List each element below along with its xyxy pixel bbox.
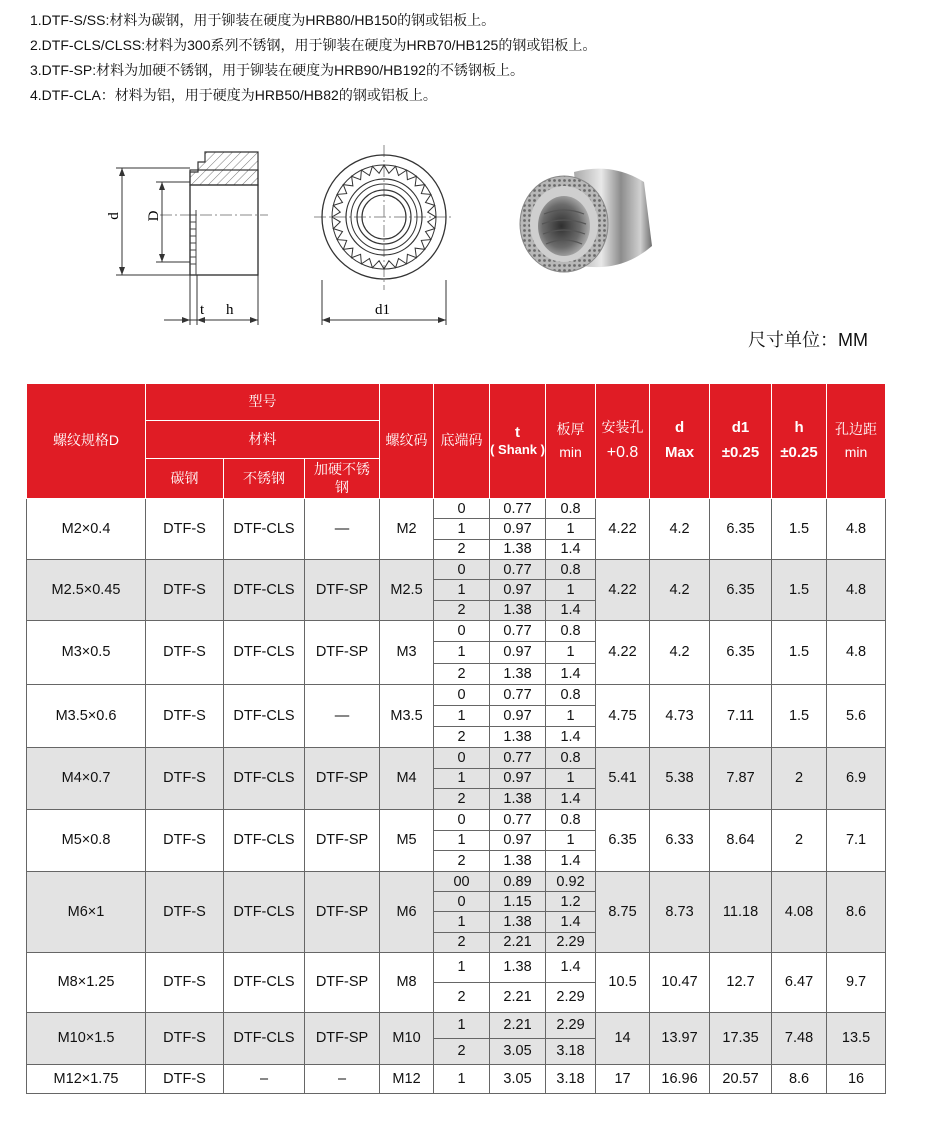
cell-t-value: 1.38 bbox=[490, 952, 546, 982]
cell-h: 2 bbox=[772, 809, 827, 871]
cell-hardened-model: – bbox=[305, 1064, 380, 1093]
dim-h-label: h bbox=[226, 302, 234, 318]
cell-thread-spec: M8×1.25 bbox=[27, 952, 146, 1012]
table-row bbox=[27, 559, 886, 579]
table-row bbox=[27, 1012, 886, 1038]
th-hole bbox=[596, 384, 650, 499]
th-model: 型号 bbox=[146, 384, 380, 421]
cell-t-value: 0.97 bbox=[490, 642, 546, 663]
cell-plate-min: 1.4 bbox=[546, 851, 596, 872]
cell-carbon-model: DTF-S bbox=[146, 1064, 224, 1093]
cell-stainless-model: DTF-CLS bbox=[224, 871, 305, 952]
cell-d-max: 4.73 bbox=[650, 684, 710, 747]
cell-carbon-model: DTF-S bbox=[146, 499, 224, 560]
cell-plate-min: 1.4 bbox=[546, 912, 596, 932]
cell-carbon-model: DTF-S bbox=[146, 747, 224, 809]
cell-end-code: 0 bbox=[434, 809, 490, 830]
cell-stainless-model: – bbox=[224, 1064, 305, 1093]
cell-stainless-model: DTF-CLS bbox=[224, 559, 305, 620]
th-carbon: 碳钢 bbox=[146, 459, 224, 499]
cell-d-max: 4.2 bbox=[650, 559, 710, 620]
cell-edge-min: 9.7 bbox=[827, 952, 886, 1012]
cell-t-value: 0.97 bbox=[490, 705, 546, 726]
cell-t-value: 3.05 bbox=[490, 1038, 546, 1064]
cell-thread-spec: M2×0.4 bbox=[27, 499, 146, 560]
cell-plate-min: 1 bbox=[546, 519, 596, 539]
cell-end-code: 2 bbox=[434, 726, 490, 747]
cell-thread-spec: M12×1.75 bbox=[27, 1064, 146, 1093]
cell-plate-min: 1.4 bbox=[546, 952, 596, 982]
cell-d-max: 4.2 bbox=[650, 499, 710, 560]
cell-thread-spec: M3.5×0.6 bbox=[27, 684, 146, 747]
cell-end-code: 1 bbox=[434, 580, 490, 600]
cell-end-code: 0 bbox=[434, 620, 490, 641]
th-h bbox=[772, 384, 827, 499]
th-thread-spec: 螺纹规格D bbox=[27, 384, 146, 499]
cell-t-value: 0.97 bbox=[490, 830, 546, 851]
th-d1 bbox=[710, 384, 772, 499]
cell-plate-min: 1.4 bbox=[546, 726, 596, 747]
cell-plate-min: 1 bbox=[546, 830, 596, 851]
th-h-sub: ±0.25 bbox=[780, 444, 818, 461]
table-row bbox=[27, 809, 886, 830]
th-h-label: h bbox=[794, 419, 804, 437]
cell-end-code: 2 bbox=[434, 932, 490, 952]
cell-hole: 4.22 bbox=[596, 559, 650, 620]
cell-end-code: 0 bbox=[434, 559, 490, 579]
cell-h: 1.5 bbox=[772, 499, 827, 560]
table-row bbox=[27, 871, 886, 891]
cell-d1: 12.7 bbox=[710, 952, 772, 1012]
cell-thread-spec: M4×0.7 bbox=[27, 747, 146, 809]
cell-edge-min: 16 bbox=[827, 1064, 886, 1093]
cell-end-code: 1 bbox=[434, 768, 490, 789]
cell-end-code: 1 bbox=[434, 912, 490, 932]
cell-h: 8.6 bbox=[772, 1064, 827, 1093]
cell-d-max: 5.38 bbox=[650, 747, 710, 809]
note-3: 3.DTF-SP:材料为加硬不锈钢，用于铆装在硬度为HRB90/HB192的不锈钢板上。 bbox=[30, 62, 524, 78]
cell-d1: 20.57 bbox=[710, 1064, 772, 1093]
th-d-sub: Max bbox=[664, 444, 695, 461]
cell-edge-min: 4.8 bbox=[827, 499, 886, 560]
cell-d-max: 10.47 bbox=[650, 952, 710, 1012]
cell-hardened-model: DTF-SP bbox=[305, 952, 380, 1012]
cell-d1: 7.11 bbox=[710, 684, 772, 747]
cell-h: 6.47 bbox=[772, 952, 827, 1012]
cell-t-value: 0.77 bbox=[490, 684, 546, 705]
cell-t-value: 1.38 bbox=[490, 912, 546, 932]
cell-h: 7.48 bbox=[772, 1012, 827, 1064]
th-hole-sub: +0.8 bbox=[606, 443, 639, 461]
cell-thread-spec: M5×0.8 bbox=[27, 809, 146, 871]
cell-hardened-model: — bbox=[305, 684, 380, 747]
cell-h: 4.08 bbox=[772, 871, 827, 952]
cell-d1: 8.64 bbox=[710, 809, 772, 871]
cell-t-value: 0.77 bbox=[490, 559, 546, 579]
th-plate-label: 板厚 bbox=[556, 420, 585, 437]
cell-thread-code: M2 bbox=[380, 499, 434, 560]
cell-stainless-model: DTF-CLS bbox=[224, 620, 305, 684]
cell-t-value: 1.38 bbox=[490, 600, 546, 620]
cell-d1: 17.35 bbox=[710, 1012, 772, 1064]
cell-h: 1.5 bbox=[772, 559, 827, 620]
cell-plate-min: 1.4 bbox=[546, 600, 596, 620]
cell-carbon-model: DTF-S bbox=[146, 1012, 224, 1064]
cell-t-value: 0.97 bbox=[490, 519, 546, 539]
th-t-label: t bbox=[515, 423, 521, 441]
cell-end-code: 1 bbox=[434, 642, 490, 663]
note-4: 4.DTF-CLA：材料为铝，用于硬度为HRB50/HB82的钢或铝板上。 bbox=[30, 87, 437, 103]
cell-t-value: 2.21 bbox=[490, 982, 546, 1012]
cell-hardened-model: DTF-SP bbox=[305, 559, 380, 620]
cell-edge-min: 5.6 bbox=[827, 684, 886, 747]
cell-end-code: 0 bbox=[434, 892, 490, 912]
cell-plate-min: 1 bbox=[546, 580, 596, 600]
table-row bbox=[27, 684, 886, 705]
cell-plate-min: 3.18 bbox=[546, 1038, 596, 1064]
cell-hardened-model: DTF-SP bbox=[305, 809, 380, 871]
cell-t-value: 0.97 bbox=[490, 768, 546, 789]
cell-t-value: 1.38 bbox=[490, 663, 546, 684]
cell-plate-min: 0.8 bbox=[546, 499, 596, 519]
cell-d-max: 8.73 bbox=[650, 871, 710, 952]
cell-thread-code: M5 bbox=[380, 809, 434, 871]
cell-plate-min: 0.8 bbox=[546, 684, 596, 705]
cell-thread-spec: M6×1 bbox=[27, 871, 146, 952]
cell-end-code: 1 bbox=[434, 830, 490, 851]
cell-plate-min: 0.8 bbox=[546, 747, 596, 768]
cell-t-value: 0.77 bbox=[490, 499, 546, 519]
cell-end-code: 0 bbox=[434, 499, 490, 519]
cell-end-code: 2 bbox=[434, 663, 490, 684]
cell-d1: 7.87 bbox=[710, 747, 772, 809]
cell-carbon-model: DTF-S bbox=[146, 809, 224, 871]
side-section-drawing bbox=[100, 140, 275, 330]
dim-d-label: d bbox=[106, 212, 122, 220]
cell-carbon-model: DTF-S bbox=[146, 559, 224, 620]
cell-plate-min: 0.8 bbox=[546, 559, 596, 579]
cell-plate-min: 1 bbox=[546, 768, 596, 789]
cell-thread-code: M6 bbox=[380, 871, 434, 952]
cell-d-max: 4.2 bbox=[650, 620, 710, 684]
cell-h: 2 bbox=[772, 747, 827, 809]
cell-hole: 14 bbox=[596, 1012, 650, 1064]
cell-thread-code: M3.5 bbox=[380, 684, 434, 747]
cell-stainless-model: DTF-CLS bbox=[224, 499, 305, 560]
th-plate-sub: min bbox=[559, 444, 582, 460]
th-d-label: d bbox=[674, 419, 685, 437]
th-d bbox=[650, 384, 710, 499]
table-row bbox=[27, 747, 886, 768]
cell-plate-min: 1 bbox=[546, 705, 596, 726]
cell-d1: 6.35 bbox=[710, 620, 772, 684]
cell-stainless-model: DTF-CLS bbox=[224, 684, 305, 747]
table-row bbox=[27, 1064, 886, 1093]
cell-thread-spec: M2.5×0.45 bbox=[27, 559, 146, 620]
cell-thread-code: M10 bbox=[380, 1012, 434, 1064]
cell-end-code: 2 bbox=[434, 1038, 490, 1064]
cell-thread-code: M4 bbox=[380, 747, 434, 809]
dim-d1-label: d1 bbox=[375, 302, 390, 318]
spec-table bbox=[26, 383, 886, 1094]
cell-plate-min: 2.29 bbox=[546, 1012, 596, 1038]
cell-h: 1.5 bbox=[772, 684, 827, 747]
cell-end-code: 1 bbox=[434, 952, 490, 982]
cell-thread-code: M12 bbox=[380, 1064, 434, 1093]
table-row bbox=[27, 499, 886, 519]
cell-carbon-model: DTF-S bbox=[146, 620, 224, 684]
cell-d1: 11.18 bbox=[710, 871, 772, 952]
cell-end-code: 2 bbox=[434, 600, 490, 620]
cell-end-code: 00 bbox=[434, 871, 490, 891]
cell-h: 1.5 bbox=[772, 620, 827, 684]
cell-stainless-model: DTF-CLS bbox=[224, 809, 305, 871]
th-edge-sub: min bbox=[844, 444, 868, 460]
cell-d-max: 13.97 bbox=[650, 1012, 710, 1064]
cell-edge-min: 6.9 bbox=[827, 747, 886, 809]
cell-hole: 6.35 bbox=[596, 809, 650, 871]
cell-plate-min: 1.4 bbox=[546, 789, 596, 810]
cell-d1: 6.35 bbox=[710, 499, 772, 560]
cell-d1: 6.35 bbox=[710, 559, 772, 620]
th-edge bbox=[827, 384, 886, 499]
cell-hardened-model: DTF-SP bbox=[305, 871, 380, 952]
cell-carbon-model: DTF-S bbox=[146, 952, 224, 1012]
th-stainless: 不锈钢 bbox=[224, 459, 305, 499]
th-hole-label: 安装孔 bbox=[601, 419, 644, 436]
cell-end-code: 2 bbox=[434, 539, 490, 559]
th-edge-label: 孔边距 bbox=[835, 420, 878, 437]
dim-t-label: t bbox=[200, 302, 205, 318]
cell-stainless-model: DTF-CLS bbox=[224, 1012, 305, 1064]
table-row bbox=[27, 952, 886, 982]
cell-stainless-model: DTF-CLS bbox=[224, 952, 305, 1012]
cell-end-code: 2 bbox=[434, 789, 490, 810]
cell-t-value: 1.38 bbox=[490, 789, 546, 810]
cell-stainless-model: DTF-CLS bbox=[224, 747, 305, 809]
cell-plate-min: 1.4 bbox=[546, 539, 596, 559]
product-photo bbox=[512, 148, 662, 298]
cell-hole: 5.41 bbox=[596, 747, 650, 809]
cell-thread-code: M8 bbox=[380, 952, 434, 1012]
note-2: 2.DTF-CLS/CLSS:材料为300系列不锈钢，用于铆装在硬度为HRB70/HB125的钢或铝板上。 bbox=[30, 37, 597, 53]
cell-end-code: 2 bbox=[434, 982, 490, 1012]
cell-plate-min: 1.4 bbox=[546, 663, 596, 684]
cell-plate-min: 2.29 bbox=[546, 932, 596, 952]
cell-plate-min: 2.29 bbox=[546, 982, 596, 1012]
cell-end-code: 1 bbox=[434, 519, 490, 539]
cell-hardened-model: DTF-SP bbox=[305, 620, 380, 684]
th-t bbox=[490, 384, 546, 499]
cell-thread-spec: M10×1.5 bbox=[27, 1012, 146, 1064]
cell-hole: 4.75 bbox=[596, 684, 650, 747]
cell-t-value: 0.77 bbox=[490, 809, 546, 830]
th-end-code: 底端码 bbox=[434, 384, 490, 499]
cell-d-max: 6.33 bbox=[650, 809, 710, 871]
cell-end-code: 0 bbox=[434, 684, 490, 705]
cell-t-value: 2.21 bbox=[490, 1012, 546, 1038]
cell-plate-min: 1.2 bbox=[546, 892, 596, 912]
cell-thread-code: M2.5 bbox=[380, 559, 434, 620]
note-1: 1.DTF-S/SS:材料为碳钢，用于铆装在硬度为HRB80/HB150的钢或铝板上。 bbox=[30, 12, 496, 28]
cell-edge-min: 7.1 bbox=[827, 809, 886, 871]
spec-table-body bbox=[27, 499, 886, 1094]
cell-plate-min: 0.92 bbox=[546, 871, 596, 891]
cell-carbon-model: DTF-S bbox=[146, 684, 224, 747]
cell-plate-min: 0.8 bbox=[546, 809, 596, 830]
cell-t-value: 0.89 bbox=[490, 871, 546, 891]
cell-end-code: 1 bbox=[434, 705, 490, 726]
cell-carbon-model: DTF-S bbox=[146, 871, 224, 952]
cell-plate-min: 3.18 bbox=[546, 1064, 596, 1093]
cell-hardened-model: DTF-SP bbox=[305, 1012, 380, 1064]
cell-t-value: 1.15 bbox=[490, 892, 546, 912]
th-d1-label: d1 bbox=[731, 419, 750, 437]
cell-thread-code: M3 bbox=[380, 620, 434, 684]
th-material: 材料 bbox=[146, 421, 380, 459]
cell-edge-min: 13.5 bbox=[827, 1012, 886, 1064]
cell-hardened-model: — bbox=[305, 499, 380, 560]
cell-end-code: 1 bbox=[434, 1064, 490, 1093]
cell-end-code: 2 bbox=[434, 851, 490, 872]
cell-hole: 10.5 bbox=[596, 952, 650, 1012]
cell-t-value: 1.38 bbox=[490, 539, 546, 559]
th-plate bbox=[546, 384, 596, 499]
th-t-sub: ( Shank ) bbox=[490, 442, 545, 458]
notes bbox=[30, 8, 596, 108]
cell-t-value: 1.38 bbox=[490, 726, 546, 747]
cell-thread-spec: M3×0.5 bbox=[27, 620, 146, 684]
cell-hole: 4.22 bbox=[596, 499, 650, 560]
cell-end-code: 0 bbox=[434, 747, 490, 768]
dim-D-label: D bbox=[146, 210, 162, 222]
cell-hardened-model: DTF-SP bbox=[305, 747, 380, 809]
cell-t-value: 2.21 bbox=[490, 932, 546, 952]
unit-label: 尺寸单位：MM bbox=[748, 330, 868, 350]
cell-hole: 17 bbox=[596, 1064, 650, 1093]
cell-t-value: 0.77 bbox=[490, 747, 546, 768]
cell-t-value: 1.38 bbox=[490, 851, 546, 872]
table-row bbox=[27, 620, 886, 641]
cell-d-max: 16.96 bbox=[650, 1064, 710, 1093]
cell-t-value: 3.05 bbox=[490, 1064, 546, 1093]
th-d1-sub: ±0.25 bbox=[721, 444, 760, 461]
cell-hole: 4.22 bbox=[596, 620, 650, 684]
th-hardened: 加硬不锈钢 bbox=[305, 459, 380, 499]
top-view-drawing bbox=[312, 140, 457, 330]
th-thread-code: 螺纹码 bbox=[380, 384, 434, 499]
cell-plate-min: 1 bbox=[546, 642, 596, 663]
cell-edge-min: 4.8 bbox=[827, 620, 886, 684]
cell-t-value: 0.97 bbox=[490, 580, 546, 600]
cell-plate-min: 0.8 bbox=[546, 620, 596, 641]
cell-edge-min: 8.6 bbox=[827, 871, 886, 952]
cell-end-code: 1 bbox=[434, 1012, 490, 1038]
cell-hole: 8.75 bbox=[596, 871, 650, 952]
cell-t-value: 0.77 bbox=[490, 620, 546, 641]
cell-edge-min: 4.8 bbox=[827, 559, 886, 620]
